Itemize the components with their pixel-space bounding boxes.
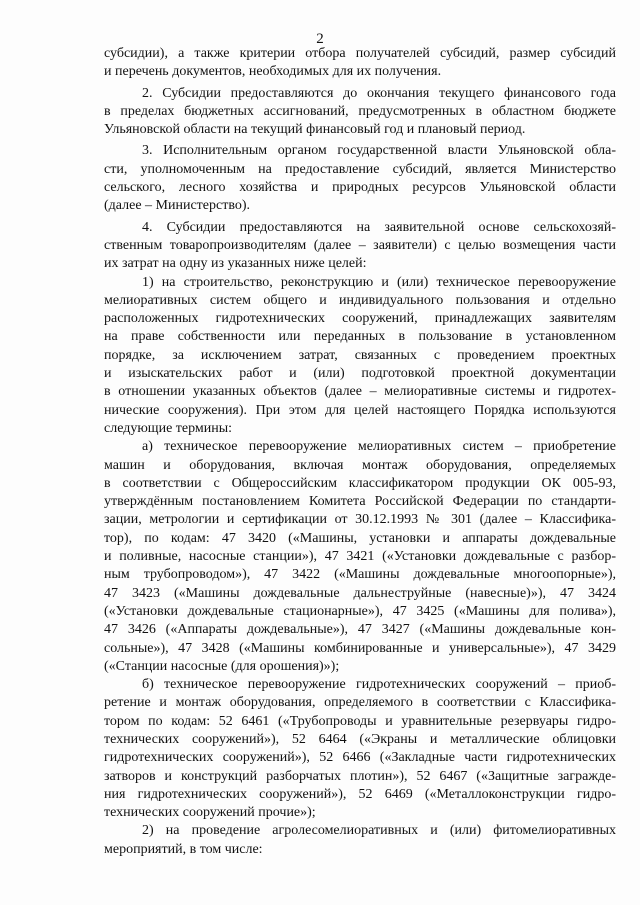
- text-line: 2. Субсидии предоставляются до окончания текущего финансового года: [142, 85, 616, 101]
- text-line: («Установки дождевальные стационарные»), 47 3425 («Машины для полива»),: [104, 603, 616, 619]
- text-line: в пределах бюджетных ассигнований, предусмотренных в областном бюджете: [104, 103, 616, 119]
- text-line: следующие термины:: [104, 420, 233, 436]
- text-line: в соответствии с Общероссийским классификатором продукции ОК 005-93,: [104, 475, 616, 491]
- text-line: 1) на строительство, реконструкцию и (или) техническое перевооружение: [142, 274, 616, 290]
- text-line: Ульяновской области на текущий финансовый год и плановый период.: [104, 122, 526, 138]
- text-line: их затрат на одну из указанных ниже целей:: [104, 256, 367, 272]
- text-line: машин и оборудования, включая монтаж оборудования, определяемых: [104, 457, 616, 473]
- document-body: [104, 45, 616, 859]
- text-line: тор), по кодам: 47 3420 («Машины, установки и аппараты дождевальные: [104, 530, 616, 546]
- text-line: ным трубопроводом»), 47 3422 («Машины дождевальные многоопорные»),: [104, 567, 616, 583]
- text-line: утверждённым постановлением Комитета Российской Федерации по стандарти-: [104, 494, 616, 510]
- text-line: 2) на проведение агролесомелиоративных и (или) фитомелиоративных: [142, 823, 616, 839]
- text-line: ственным товаропроизводителям (далее – заявители) с целью возмещения части: [104, 237, 616, 253]
- text-line: гидротехнических сооружений»), 52 6466 («Закладные части гидротехнических: [104, 750, 616, 766]
- text-line: мероприятий, в том числе:: [104, 841, 263, 857]
- text-line: сти, уполномоченным на предоставление субсидий, является Министерство: [104, 161, 616, 177]
- text-line: технических сооружений»), 52 6464 («Экраны и металлические облицовки: [104, 731, 616, 747]
- text-line: в отношении указанных объектов (далее – мелиоративные системы и гидротех-: [104, 384, 616, 400]
- text-line: 4. Субсидии предоставляются на заявительной основе сельскохозяй-: [142, 219, 616, 235]
- text-line: а) техническое перевооружение мелиоративных систем – приобретение: [142, 439, 616, 455]
- text-line: зации, метрологии и сертификации от 30.12.1993 № 301 (далее – Классифика-: [104, 512, 616, 528]
- text-line: и поливные, насосные станции»), 47 3421 («Установки дождевальные с разбор-: [104, 549, 616, 565]
- text-line: и изыскательских работ и (или) подготовкой проектной документации: [104, 366, 616, 382]
- text-line: на праве собственности или переданных в пользование в установленном: [104, 329, 616, 345]
- paragraph: [104, 676, 616, 822]
- text-line: сольные»), 47 3428 («Машины комбинированные и универсальные»), 47 3429: [104, 640, 616, 656]
- paragraph: [104, 438, 616, 676]
- text-line: затворов и конструкций разборчатых плотин»), 52 6467 («Защитные загражде-: [104, 768, 616, 784]
- text-line: нические сооружения). При этом для целей настоящего Порядка используются: [104, 402, 616, 418]
- paragraph: [104, 274, 616, 439]
- text-line: б) техническое перевооружение гидротехнических сооружений – приоб-: [142, 677, 616, 693]
- text-line: сельского, лесного хозяйства и природных ресурсов Ульяновской области: [104, 180, 616, 196]
- text-line: ретение и монтаж оборудования, определяемого в соответствии с Классифика-: [104, 695, 616, 711]
- text-line: субсидии), а также критерии отбора получателей субсидий, размер субсидий: [104, 46, 616, 61]
- text-line: 47 3426 («Аппараты дождевальные»), 47 3427 («Машины дождевальные кон-: [104, 622, 616, 638]
- paragraph: [104, 219, 616, 274]
- paragraph: [104, 45, 616, 82]
- text-line: ния гидротехнических сооружений»), 52 6469 («Металлоконструкции гидро-: [104, 786, 616, 802]
- text-line: тором по кодам: 52 6461 («Трубопроводы и уравнительные резервуары гидро-: [104, 713, 616, 729]
- page-number: 2: [316, 31, 324, 47]
- paragraph: [104, 822, 616, 859]
- text-line: (далее – Министерство).: [104, 198, 251, 214]
- paragraph: [104, 85, 616, 140]
- text-line: («Станции насосные (для орошения)»);: [104, 658, 340, 674]
- text-line: 47 3423 («Машины дождевальные дальнеструйные (навесные)»), 47 3424: [104, 585, 616, 601]
- text-line: технических сооружений прочие»);: [104, 805, 316, 821]
- text-line: мелиоративных систем общего и индивидуального пользования и отдельно: [104, 292, 616, 308]
- text-line: расположенных гидротехнических сооружений, принадлежащих заявителям: [104, 311, 616, 327]
- text-line: 3. Исполнительным органом государственной власти Ульяновской обла-: [142, 143, 616, 159]
- text-line: порядке, за исключением затрат, связанных с проведением проектных: [104, 347, 616, 363]
- text-line: и перечень документов, необходимых для их получения.: [104, 64, 442, 80]
- paragraph: [104, 142, 616, 215]
